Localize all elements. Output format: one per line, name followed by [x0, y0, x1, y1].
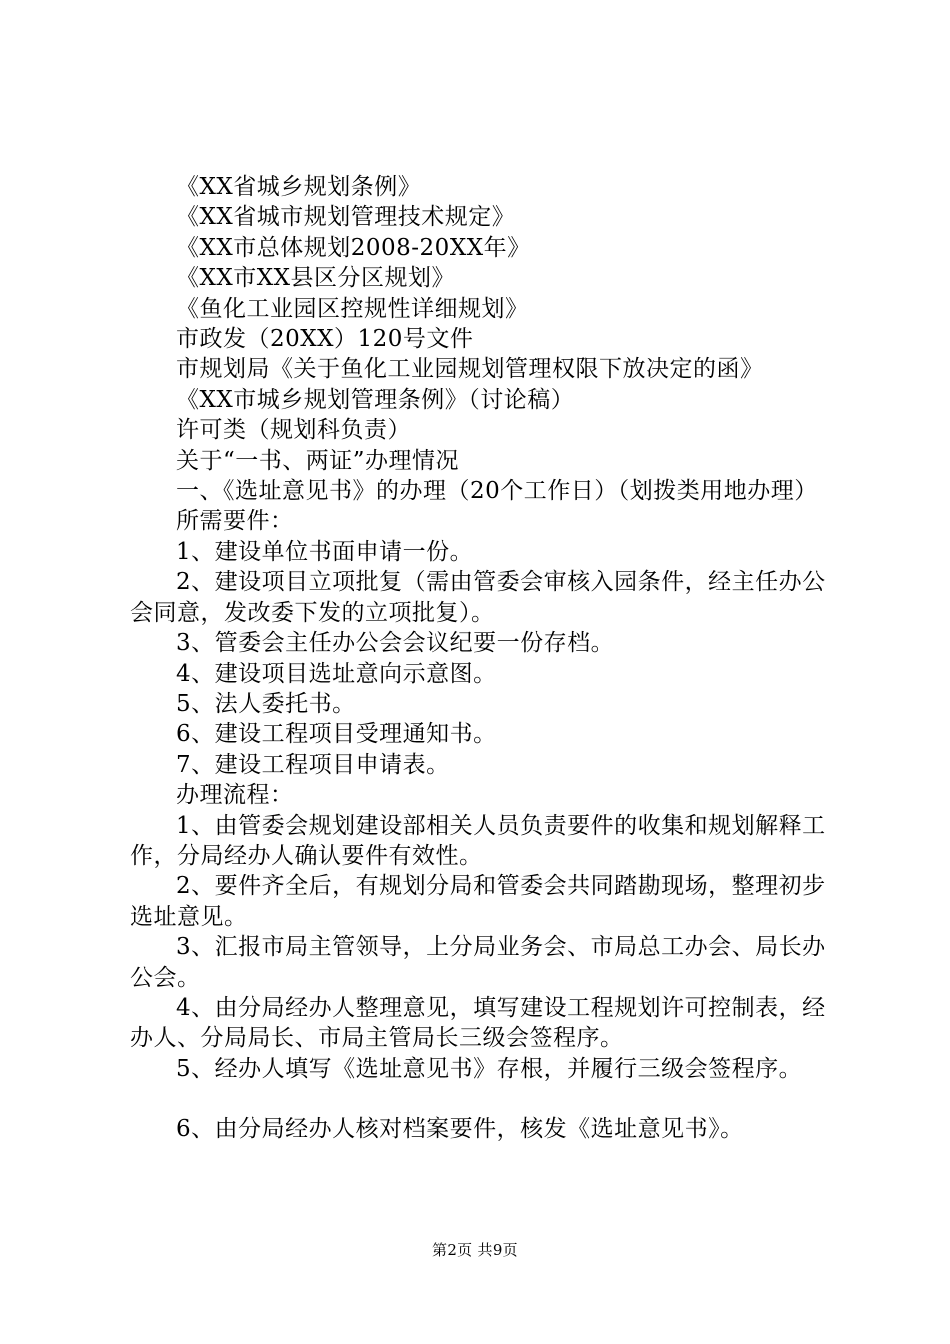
process-step-5: 5、经办人填写《选址意见书》存根，并履行三级会签程序。: [176, 1055, 803, 1082]
process-step-4: 4、由分局经办人整理意见，填写建设工程规划许可控制表，经办人、分局局长、市局主管局长三级会签程序。: [130, 994, 826, 1052]
requirement-item-7: 7、建设工程项目申请表。: [176, 751, 450, 778]
page-number-footer: 第2页 共9页: [432, 1241, 518, 1259]
subheading-process: 办理流程：: [176, 782, 294, 809]
requirement-item-5: 5、法人委托书。: [176, 690, 356, 717]
paragraph-law-1: 《XX省城乡规划条例》: [176, 174, 422, 200]
section-heading-permit: 许可类（规划科负责）: [176, 417, 411, 444]
paragraph-law-4: 《XX市XX县区分区规划》: [176, 265, 455, 292]
process-step-3: 3、汇报市局主管领导，上分局业务会、市局总工办会、局长办公会。: [130, 934, 826, 991]
paragraph-law-6: 市政发（20XX）120号文件: [176, 326, 474, 353]
requirement-item-4: 4、建设项目选址意向示意图。: [176, 660, 497, 687]
paragraph-law-2: 《XX省城市规划管理技术规定》: [176, 204, 516, 231]
requirement-item-6: 6、建设工程项目受理通知书。: [176, 721, 497, 748]
paragraph-law-5: 《鱼化工业园区控规性详细规划》: [176, 295, 529, 322]
paragraph-law-8: 《XX市城乡规划管理条例》（讨论稿）: [176, 386, 575, 413]
section-heading-certificates: 关于“一书、两证”办理情况: [176, 447, 460, 474]
process-step-6: 6、由分局经办人核对档案要件，核发《选址意见书》。: [176, 1116, 744, 1143]
process-step-2: 2、要件齐全后，有规划分局和管委会共同踏勘现场，整理初步选址意见。: [130, 873, 826, 930]
section-heading-site-opinion: 一、《选址意见书》的办理（20个工作日）（划拨类用地办理）: [176, 478, 818, 505]
requirement-item-1: 1、建设单位书面申请一份。: [176, 538, 474, 565]
requirement-item-2: 2、建设项目立项批复（需由管委会审核入园条件，经主任办公会同意，发改委下发的立项批复）。: [130, 569, 826, 626]
paragraph-law-3: 《XX市总体规划2008-20XX年》: [176, 234, 531, 261]
requirement-item-3: 3、管委会主任办公会会议纪要一份存档。: [176, 630, 615, 657]
document-body: [130, 172, 840, 1145]
paragraph-law-7: 市规划局《关于鱼化工业园规划管理权限下放决定的函》: [176, 356, 764, 383]
process-step-1: 1、由管委会规划建设部相关人员负责要件的收集和规划解释工作，分局经办人确认要件有效性。: [130, 812, 826, 869]
subheading-requirements: 所需要件：: [176, 508, 294, 535]
